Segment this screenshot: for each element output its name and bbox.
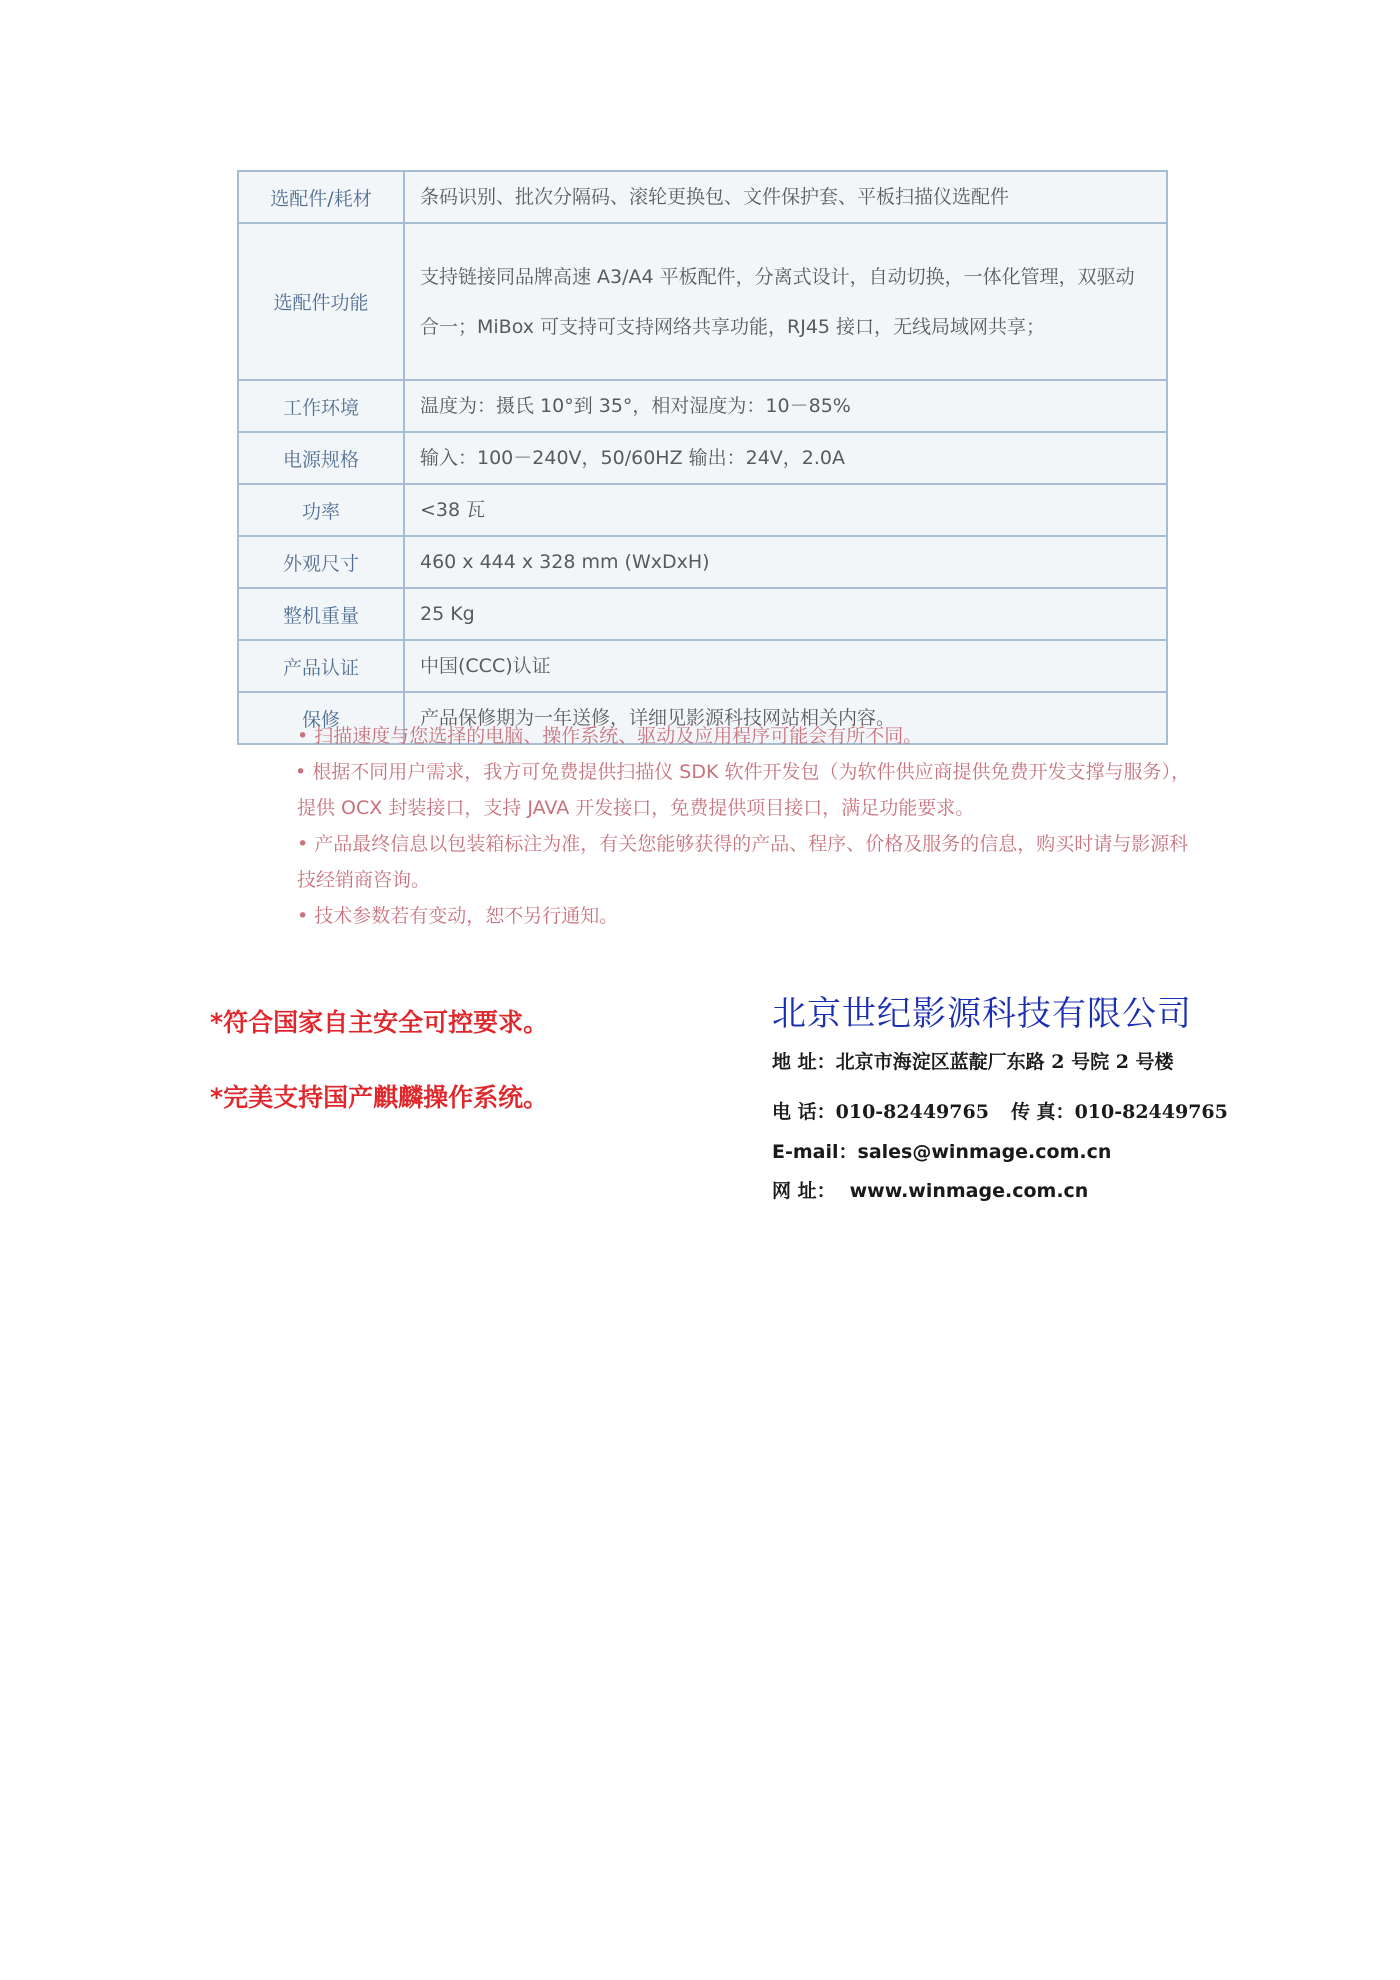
spec-value: 输入：100－240V，50/60HZ 输出：24V，2.0A: [404, 432, 1167, 484]
footnote-text: 产品最终信息以包装箱标注为准，有关您能够获得的产品、程序、价格及服务的信息，购买时请与影源科技经销商咨询。: [297, 833, 1189, 891]
spec-label: 外观尺寸: [238, 536, 404, 588]
company-name: 北京世纪影源科技有限公司: [772, 994, 1192, 1034]
footnote-text: 扫描速度与您选择的电脑、操作系统、驱动及应用程序可能会有所不同。: [314, 725, 923, 747]
spec-row-environment: [238, 380, 1167, 432]
footnote-item: [297, 898, 1197, 934]
footnote-item: [297, 718, 1197, 754]
spec-row-certification: [238, 640, 1167, 692]
spec-label: 选配件功能: [238, 223, 404, 380]
web-label: 网 址：: [772, 1180, 836, 1202]
spec-label: 选配件/耗材: [238, 171, 404, 223]
security-claim: *符合国家自主安全可控要求。: [210, 1008, 549, 1037]
spec-label: 保修: [238, 692, 404, 744]
footnote-item: [297, 754, 1197, 826]
fax-label: 传 真：: [1010, 1101, 1075, 1123]
company-website: [772, 1176, 1088, 1203]
spec-row-weight: [238, 588, 1167, 640]
footnote-text: 根据不同用户需求，我方可免费提供扫描仪 SDK 软件开发包（为软件供应商提供免费开发支撑与服务），提供 OCX 封装接口，支持 JAVA 开发接口，免费提供项目接口，满足功能要求。: [297, 761, 1190, 819]
spec-label: 工作环境: [238, 380, 404, 432]
spec-label: 整机重量: [238, 588, 404, 640]
spec-row-wattage: [238, 484, 1167, 536]
address-label: 地 址：: [772, 1051, 836, 1073]
spec-value: 460 x 444 x 328 mm (WxDxH): [404, 536, 1167, 588]
spec-row-accessories: [238, 171, 1167, 223]
spec-value: 产品保修期为一年送修，详细见影源科技网站相关内容。: [404, 692, 1167, 744]
bullet-icon: •: [297, 833, 309, 855]
spec-label: 电源规格: [238, 432, 404, 484]
footnote-text: 技术参数若有变动，恕不另行通知。: [314, 905, 619, 927]
spec-value: 条码识别、批次分隔码、滚轮更换包、文件保护套、平板扫描仪选配件: [404, 171, 1167, 223]
company-email: [772, 1137, 1111, 1164]
spec-value: 25 Kg: [404, 588, 1167, 640]
company-address: [772, 1047, 1174, 1074]
kylin-os-claim: *完美支持国产麒麟操作系统。: [210, 1083, 549, 1112]
spec-label: 产品认证: [238, 640, 404, 692]
footnote-item: [297, 826, 1197, 898]
spec-value: 温度为：摄氏 10°到 35°，相对湿度为：10－85%: [404, 380, 1167, 432]
footnotes-list: [297, 718, 1197, 934]
bullet-icon: •: [297, 905, 309, 927]
spec-value: 支持链接同品牌高速 A3/A4 平板配件，分离式设计，自动切换，一体化管理，双驱动合一；MiBox 可支持可支持网络共享功能，RJ45 接口，无线局域网共享；: [404, 223, 1167, 380]
web-link[interactable]: www.winmage.com.cn: [849, 1180, 1089, 1202]
spec-label: 功率: [238, 484, 404, 536]
email-value[interactable]: sales@winmage.com.cn: [857, 1141, 1112, 1163]
bullet-icon: •: [297, 725, 309, 747]
company-phone-fax: [772, 1097, 1228, 1124]
address-value: 北京市海淀区蓝靛厂东路 2 号院 2 号楼: [835, 1051, 1174, 1073]
bullet-icon: •: [295, 761, 307, 783]
spec-value: 中国(CCC)认证: [404, 640, 1167, 692]
tel-label: 电 话：: [772, 1101, 836, 1123]
spec-value: <38 瓦: [404, 484, 1167, 536]
tel-value: 010-82449765: [835, 1101, 989, 1123]
email-label: E-mail：: [772, 1141, 858, 1163]
spec-table: [237, 170, 1168, 745]
spec-row-accessory-functions: [238, 223, 1167, 380]
fax-value: 010-82449765: [1074, 1101, 1228, 1123]
spec-row-power-spec: [238, 432, 1167, 484]
spec-row-dimensions: [238, 536, 1167, 588]
